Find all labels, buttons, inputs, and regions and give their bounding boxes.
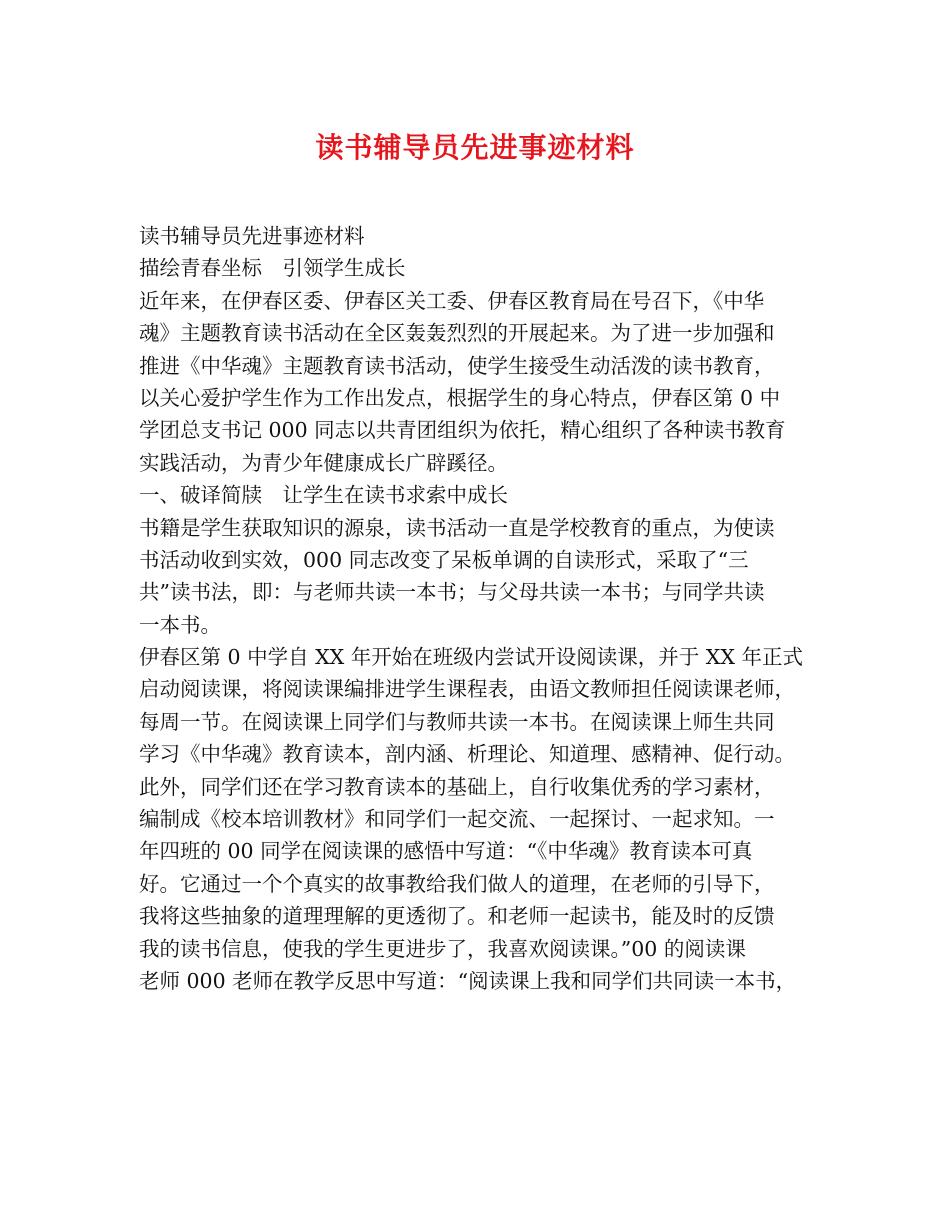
body-line: 此外，同学们还在学习教育读本的基础上，自行收集优秀的学习素材， [139, 774, 775, 799]
body-line: 好。它通过一个个真实的故事教给我们做人的道理，在老师的引导下， [139, 871, 775, 896]
body-line: 书籍是学生获取知识的源泉，读书活动一直是学校教育的重点，为使读 [139, 515, 775, 540]
body-line: 启动阅读课，将阅读课编排进学生课程表，由语文教师担任阅读课老师， [139, 677, 795, 702]
body-line: 一、破译简牍 让学生在读书求索中成长 [139, 483, 508, 508]
body-line: 年四班的 00 同学在阅读课的感悟中写道：“《中华魂》教育读本可真 [139, 839, 753, 864]
body-line: 我将这些抽象的道理理解的更透彻了。和老师一起读书，能及时的反馈 [139, 904, 775, 929]
body-line: 学团总支书记 000 同志以共青团组织为依托，精心组织了各种读书教育 [139, 418, 786, 443]
body-line: 书活动收到实效，000 同志改变了呆板单调的自读形式，采取了“三 [139, 547, 749, 572]
body-line: 伊春区第 0 中学自 XX 年开始在班级内尝试开设阅读课，并于 XX 年正式 [139, 645, 804, 670]
body-line: 共”读书法，即：与老师共读一本书；与父母共读一本书；与同学共读 [139, 580, 765, 605]
body-line: 近年来，在伊春区委、伊春区关工委、伊春区教育局在号召下，《中华 [139, 288, 765, 313]
document-title: 读书辅导员先进事迹材料 [315, 131, 635, 164]
body-line: 编制成《校本培训教材》和同学们一起交流、一起探讨、一起求知。一 [139, 807, 775, 832]
body-line: 读书辅导员先进事迹材料 [139, 224, 365, 248]
body-line: 我的读书信息，使我的学生更进步了，我喜欢阅读课。”00 的阅读课 [139, 936, 746, 961]
document-body [139, 220, 829, 997]
body-line: 实践活动，为青少年健康成长广辟蹊径。 [139, 450, 508, 475]
body-line: 以关心爱护学生作为工作出发点，根据学生的身心特点，伊春区第 0 中 [139, 385, 781, 410]
body-line: 老师 000 老师在教学反思中写道：“阅读课上我和同学们共同读一本书， [139, 968, 797, 993]
body-line: 每周一节。在阅读课上同学们与教师共读一本书。在阅读课上师生共同 [139, 709, 775, 734]
body-line: 推进《中华魂》主题教育读书活动，使学生接受生动活泼的读书教育， [139, 353, 775, 378]
body-line: 描绘青春坐标 引领学生成长 [139, 256, 406, 281]
body-line: 魂》主题教育读书活动在全区轰轰烈烈的开展起来。为了进一步加强和 [139, 321, 775, 346]
body-line: 学习《中华魂》教育读本，剖内涵、析理论、知道理、感精神、促行动。 [139, 742, 795, 767]
body-line: 一本书。 [139, 612, 221, 637]
